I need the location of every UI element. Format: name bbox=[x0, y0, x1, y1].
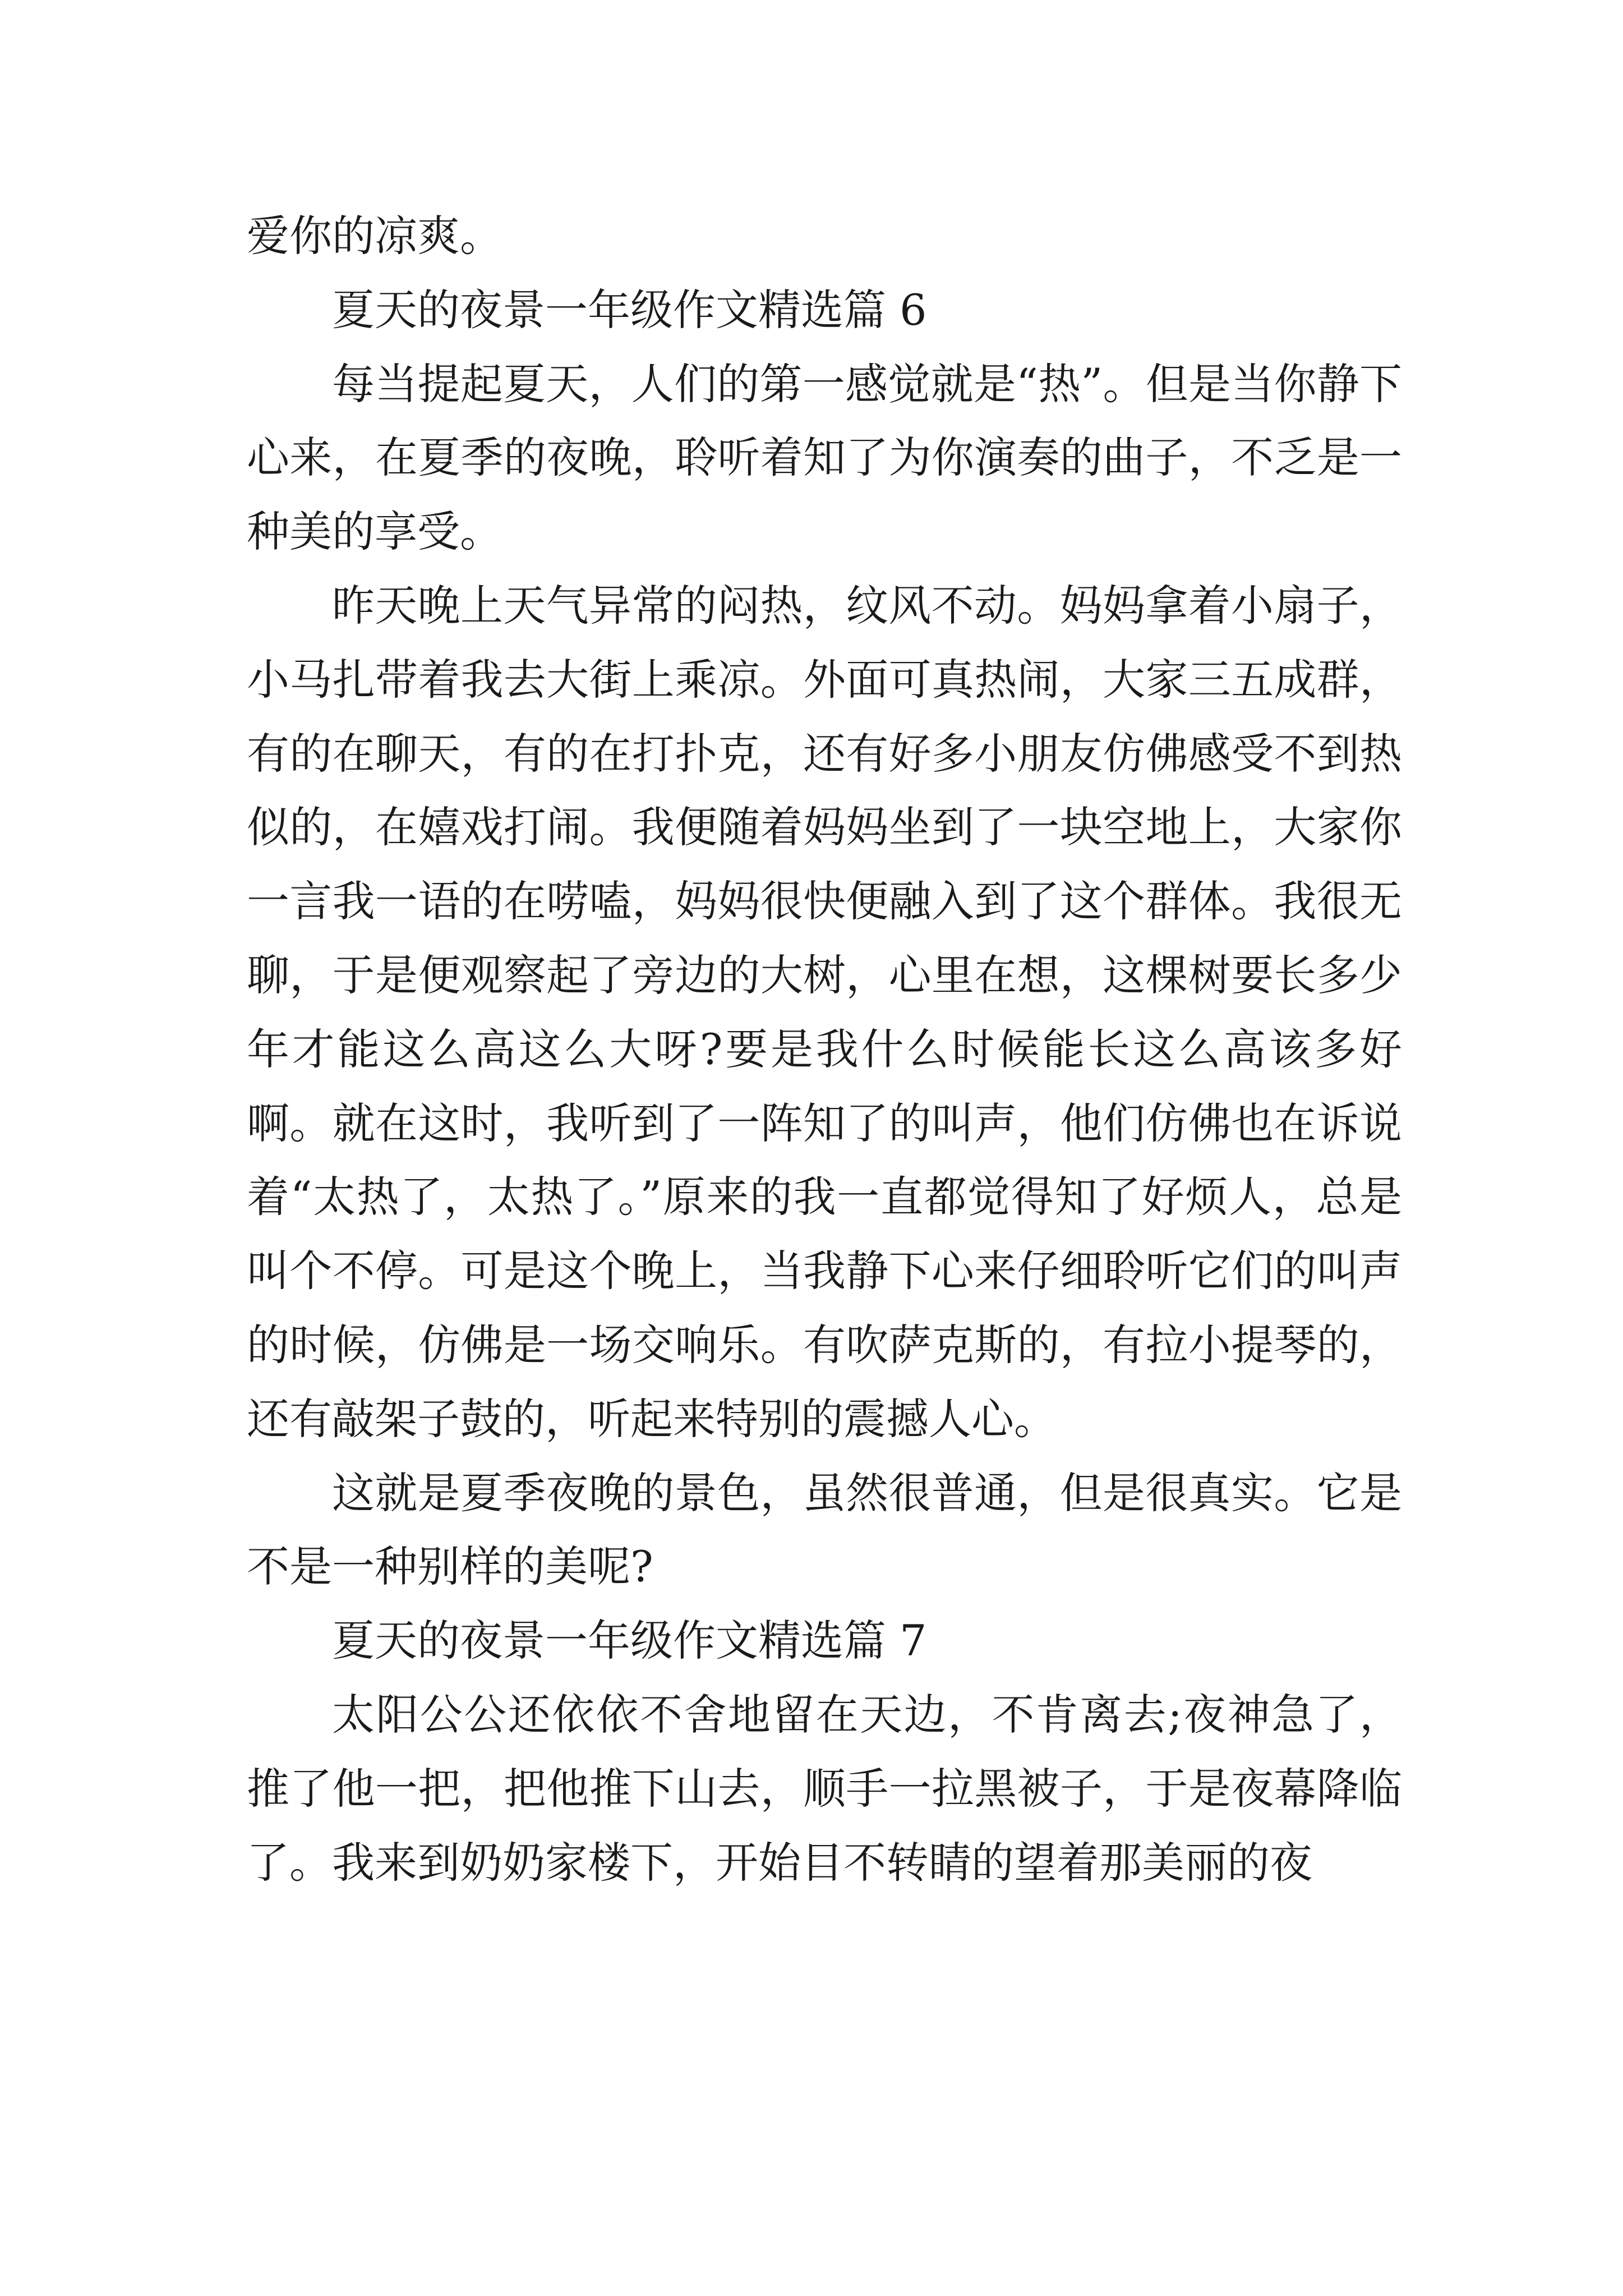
section-heading-7: 夏天的夜景一年级作文精选篇 7 bbox=[332, 1616, 927, 1666]
paragraph: 这就是夏季夜晚的景色，虽然很普通，但是很真实。它是不是一种别样的美呢? bbox=[247, 1467, 1402, 1592]
document-body bbox=[247, 199, 1402, 1899]
paragraph: 每当提起夏天，人们的第一感觉就是“热”。但是当你静下心来，在夏季的夜晚，聆听着知了为你演奏的曲子，不乏是一种美的享受。 bbox=[247, 358, 1402, 557]
paragraph-continuation: 爱你的凉爽。 bbox=[247, 211, 502, 261]
paragraph: 太阳公公还依依不舍地留在天边，不肯离去;夜神急了，推了他一把，把他推下山去，顺手一拉黑被子，于是夜幕降临了。我来到奶奶家楼下，开始目不转睛的望着那美丽的夜 bbox=[247, 1689, 1402, 1888]
section-heading-6: 夏天的夜景一年级作文精选篇 6 bbox=[332, 284, 927, 335]
paragraph: 昨天晚上天气异常的闷热，纹风不动。妈妈拿着小扇子，小马扎带着我去大街上乘凉。外面可真热闹，大家三五成群，有的在聊天，有的在打扑克，还有好多小朋友仿佛感受不到热似的，在嬉戏打闹。我便随着妈妈坐到了一块空地上，大家你一言我一语的在唠嗑，妈妈很快便融入到了这个群体。我很无聊，于是便观察起了旁边的大树，心里在想，这棵树要长多少年才能这么高这么大呀?要是我什么时候能长这么高该多好啊。就在这时，我听到了一阵知了的叫声，他们仿佛也在诉说着“太热了，太热了。”原来的我一直都觉得知了好烦人，总是叫个不停。可是这个晚上，当我静下心来仔细聆听它们的叫声的时候，仿佛是一场交响乐。有吹萨克斯的，有拉小提琴的，还有敲架子鼓的，听起来特别的震撼人心。 bbox=[247, 580, 1402, 1444]
